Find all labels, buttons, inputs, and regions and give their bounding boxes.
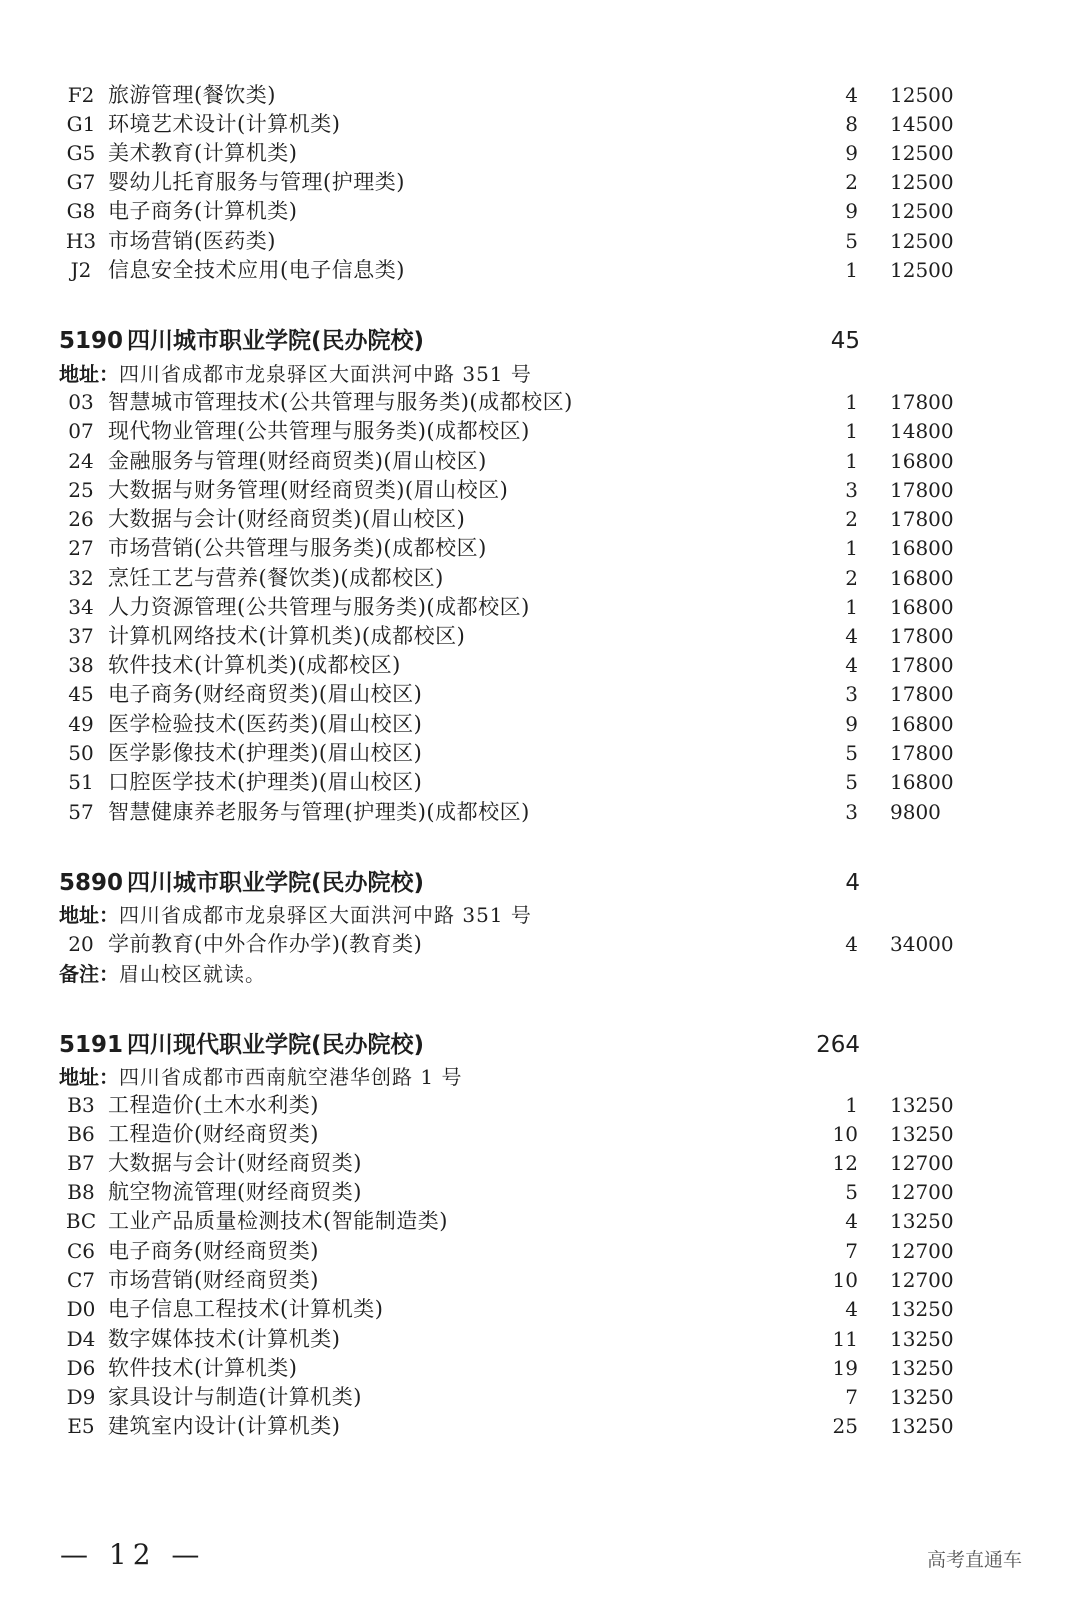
major-name: 电子商务(财经商贸类) xyxy=(108,1239,319,1263)
major-name: 数字媒体技术(计算机类) xyxy=(108,1327,341,1351)
note-label: 备注： xyxy=(59,962,119,986)
enrollment-count: 4 xyxy=(845,1297,858,1321)
enrollment-count: 2 xyxy=(845,507,858,531)
tuition-fee: 12500 xyxy=(890,170,954,194)
enrollment-count: 11 xyxy=(832,1327,858,1351)
tuition-fee: 17800 xyxy=(890,741,954,765)
tuition-fee: 34000 xyxy=(890,932,954,956)
enrollment-count: 3 xyxy=(845,800,858,824)
major-name: 医学检验技术(医药类)(眉山校区) xyxy=(108,712,423,736)
table-row xyxy=(0,504,1080,534)
table-row xyxy=(0,1177,1080,1207)
table-row xyxy=(0,1411,1080,1441)
enrollment-count: 9 xyxy=(845,199,858,223)
enrollment-count: 5 xyxy=(845,770,858,794)
table-row xyxy=(0,1206,1080,1236)
table-row xyxy=(0,563,1080,593)
address-label: 地址： xyxy=(59,903,119,927)
major-name: 旅游管理(餐饮类) xyxy=(108,83,276,107)
table-row xyxy=(0,679,1080,709)
table-row xyxy=(0,1090,1080,1120)
major-name: 建筑室内设计(计算机类) xyxy=(108,1414,341,1438)
major-code: BC xyxy=(65,1209,97,1233)
tuition-fee: 13250 xyxy=(890,1414,954,1438)
major-name: 环境艺术设计(计算机类) xyxy=(108,112,341,136)
enrollment-count: 5 xyxy=(845,1180,858,1204)
tuition-fee: 14800 xyxy=(890,419,954,443)
enrollment-count: 2 xyxy=(845,170,858,194)
major-code: 07 xyxy=(68,419,94,443)
enrollment-count: 9 xyxy=(845,141,858,165)
tuition-fee: 12500 xyxy=(890,199,954,223)
address-label: 地址： xyxy=(59,362,119,386)
school-header xyxy=(0,1028,1080,1062)
major-name: 智慧健康养老服务与管理(护理类)(成都校区) xyxy=(108,800,530,824)
tuition-fee: 17800 xyxy=(890,478,954,502)
table-row xyxy=(0,446,1080,476)
major-name: 金融服务与管理(财经商贸类)(眉山校区) xyxy=(108,449,487,473)
enrollment-count: 7 xyxy=(845,1239,858,1263)
major-name: 电子商务(财经商贸类)(眉山校区) xyxy=(108,682,423,706)
enrollment-count: 4 xyxy=(845,932,858,956)
major-code: D9 xyxy=(66,1385,96,1409)
major-name: 烹饪工艺与营养(餐饮类)(成都校区) xyxy=(108,566,444,590)
address-value: 四川省成都市龙泉驿区大面洪河中路 351 号 xyxy=(119,362,532,386)
major-name: 智慧城市管理技术(公共管理与服务类)(成都校区) xyxy=(108,390,573,414)
tuition-fee: 16800 xyxy=(890,566,954,590)
major-code: C7 xyxy=(66,1268,96,1292)
enrollment-count: 3 xyxy=(845,478,858,502)
major-name: 市场营销(财经商贸类) xyxy=(108,1268,319,1292)
school-note xyxy=(59,960,266,988)
tuition-fee: 16800 xyxy=(890,536,954,560)
tuition-fee: 13250 xyxy=(890,1122,954,1146)
enrollment-count: 3 xyxy=(845,682,858,706)
tuition-fee: 17800 xyxy=(890,682,954,706)
major-code: 57 xyxy=(68,800,94,824)
school-code: 5890 xyxy=(59,870,124,896)
table-row xyxy=(0,109,1080,139)
major-name: 电子信息工程技术(计算机类) xyxy=(108,1297,384,1321)
major-name: 工业产品质量检测技术(智能制造类) xyxy=(108,1209,448,1233)
table-row xyxy=(0,1382,1080,1412)
enrollment-count: 1 xyxy=(845,419,858,443)
table-row xyxy=(0,1294,1080,1324)
school-code: 5191 xyxy=(59,1032,124,1058)
major-name: 现代物业管理(公共管理与服务类)(成都校区) xyxy=(108,419,530,443)
major-code: 50 xyxy=(68,741,94,765)
major-code: B8 xyxy=(67,1180,95,1204)
school-header xyxy=(0,866,1080,900)
table-row xyxy=(0,1236,1080,1266)
table-row xyxy=(0,1324,1080,1354)
tuition-fee: 16800 xyxy=(890,770,954,794)
major-code: G8 xyxy=(66,199,96,223)
table-row xyxy=(0,255,1080,285)
enrollment-count: 10 xyxy=(832,1122,858,1146)
enrollment-count: 1 xyxy=(845,536,858,560)
school-address xyxy=(59,1063,462,1091)
table-row xyxy=(0,1119,1080,1149)
school-name: 四川城市职业学院(民办院校) xyxy=(127,870,425,896)
tuition-fee: 12700 xyxy=(890,1239,954,1263)
table-row xyxy=(0,416,1080,446)
tuition-fee: 16800 xyxy=(890,712,954,736)
tuition-fee: 17800 xyxy=(890,653,954,677)
major-name: 大数据与财务管理(财经商贸类)(眉山校区) xyxy=(108,478,509,502)
enrollment-count: 8 xyxy=(845,112,858,136)
school-address xyxy=(59,901,532,929)
enrollment-count: 4 xyxy=(845,83,858,107)
tuition-fee: 9800 xyxy=(890,800,941,824)
enrollment-count: 5 xyxy=(845,741,858,765)
tuition-fee: 17800 xyxy=(890,624,954,648)
school-code: 5190 xyxy=(59,328,124,354)
major-name: 口腔医学技术(护理类)(眉山校区) xyxy=(108,770,423,794)
tuition-fee: 12500 xyxy=(890,258,954,282)
enrollment-count: 2 xyxy=(845,566,858,590)
tuition-fee: 14500 xyxy=(890,112,954,136)
enrollment-count: 4 xyxy=(845,653,858,677)
tuition-fee: 16800 xyxy=(890,595,954,619)
major-code: E5 xyxy=(67,1414,95,1438)
address-label: 地址： xyxy=(59,1065,119,1089)
enrollment-count: 9 xyxy=(845,712,858,736)
table-row xyxy=(0,387,1080,417)
enrollment-count: 1 xyxy=(845,595,858,619)
tuition-fee: 13250 xyxy=(890,1327,954,1351)
tuition-fee: 12700 xyxy=(890,1151,954,1175)
school-address xyxy=(59,360,532,388)
school-name: 四川现代职业学院(民办院校) xyxy=(127,1032,425,1058)
major-code: D4 xyxy=(66,1327,96,1351)
table-row xyxy=(0,797,1080,827)
tuition-fee: 12500 xyxy=(890,229,954,253)
table-row xyxy=(0,167,1080,197)
page-number: — 12 — xyxy=(60,1538,206,1571)
table-row xyxy=(0,226,1080,256)
enrollment-count: 10 xyxy=(832,1268,858,1292)
major-code: 51 xyxy=(68,770,94,794)
major-code: 45 xyxy=(68,682,94,706)
enrollment-count: 25 xyxy=(832,1414,858,1438)
enrollment-count: 4 xyxy=(845,624,858,648)
table-row xyxy=(0,1265,1080,1295)
major-code: 32 xyxy=(68,566,94,590)
enrollment-count: 12 xyxy=(832,1151,858,1175)
enrollment-count: 5 xyxy=(845,229,858,253)
major-code: D0 xyxy=(66,1297,96,1321)
major-code: B3 xyxy=(67,1093,95,1117)
major-code: 24 xyxy=(68,449,94,473)
tuition-fee: 13250 xyxy=(890,1297,954,1321)
school-header xyxy=(0,324,1080,358)
table-row xyxy=(0,1148,1080,1178)
tuition-fee: 13250 xyxy=(890,1209,954,1233)
school-total: 45 xyxy=(830,328,860,354)
major-name: 市场营销(医药类) xyxy=(108,229,276,253)
major-code: C6 xyxy=(66,1239,96,1263)
tuition-fee: 12500 xyxy=(890,141,954,165)
major-code: 37 xyxy=(68,624,94,648)
tuition-fee: 13250 xyxy=(890,1093,954,1117)
tuition-fee: 13250 xyxy=(890,1356,954,1380)
major-name: 计算机网络技术(计算机类)(成都校区) xyxy=(108,624,466,648)
major-name: 工程造价(土木水利类) xyxy=(108,1093,319,1117)
enrollment-count: 19 xyxy=(832,1356,858,1380)
school-total: 264 xyxy=(816,1032,860,1058)
table-row xyxy=(0,767,1080,797)
table-row xyxy=(0,196,1080,226)
major-name: 工程造价(财经商贸类) xyxy=(108,1122,319,1146)
watermark-text: 高考直通车 xyxy=(926,1549,1022,1571)
major-code: G7 xyxy=(66,170,96,194)
major-name: 学前教育(中外合作办学)(教育类) xyxy=(108,932,423,956)
table-row xyxy=(0,138,1080,168)
major-code: D6 xyxy=(66,1356,96,1380)
table-row xyxy=(0,592,1080,622)
major-code: 25 xyxy=(68,478,94,502)
major-code: B7 xyxy=(67,1151,95,1175)
table-row xyxy=(0,1353,1080,1383)
major-code: J2 xyxy=(70,258,92,282)
major-name: 大数据与会计(财经商贸类) xyxy=(108,1151,362,1175)
tuition-fee: 13250 xyxy=(890,1385,954,1409)
major-code: G1 xyxy=(66,112,96,136)
major-name: 家具设计与制造(计算机类) xyxy=(108,1385,362,1409)
major-name: 电子商务(计算机类) xyxy=(108,199,298,223)
major-name: 软件技术(计算机类) xyxy=(108,1356,298,1380)
enrollment-count: 7 xyxy=(845,1385,858,1409)
table-row xyxy=(0,709,1080,739)
major-name: 市场营销(公共管理与服务类)(成都校区) xyxy=(108,536,487,560)
address-value: 四川省成都市龙泉驿区大面洪河中路 351 号 xyxy=(119,903,532,927)
major-code: H3 xyxy=(65,229,97,253)
major-code: 26 xyxy=(68,507,94,531)
table-row xyxy=(0,475,1080,505)
major-code: 49 xyxy=(68,712,94,736)
school-name: 四川城市职业学院(民办院校) xyxy=(127,328,425,354)
major-name: 医学影像技术(护理类)(眉山校区) xyxy=(108,741,423,765)
tuition-fee: 16800 xyxy=(890,449,954,473)
major-name: 大数据与会计(财经商贸类)(眉山校区) xyxy=(108,507,466,531)
table-row xyxy=(0,80,1080,110)
table-row xyxy=(0,738,1080,768)
major-code: 34 xyxy=(68,595,94,619)
major-code: B6 xyxy=(67,1122,95,1146)
tuition-fee: 17800 xyxy=(890,507,954,531)
major-name: 人力资源管理(公共管理与服务类)(成都校区) xyxy=(108,595,530,619)
note-value: 眉山校区就读。 xyxy=(119,962,266,986)
tuition-fee: 12700 xyxy=(890,1268,954,1292)
major-code: 20 xyxy=(68,932,94,956)
tuition-fee: 12700 xyxy=(890,1180,954,1204)
major-code: G5 xyxy=(66,141,96,165)
school-total: 4 xyxy=(845,870,860,896)
address-value: 四川省成都市西南航空港华创路 1 号 xyxy=(119,1065,463,1089)
enrollment-count: 1 xyxy=(845,449,858,473)
tuition-fee: 17800 xyxy=(890,390,954,414)
major-code: F2 xyxy=(67,83,95,107)
major-name: 航空物流管理(财经商贸类) xyxy=(108,1180,362,1204)
enrollment-count: 1 xyxy=(845,1093,858,1117)
major-name: 软件技术(计算机类)(成都校区) xyxy=(108,653,401,677)
enrollment-count: 4 xyxy=(845,1209,858,1233)
table-row xyxy=(0,650,1080,680)
major-name: 美术教育(计算机类) xyxy=(108,141,298,165)
table-row xyxy=(0,929,1080,959)
major-code: 03 xyxy=(68,390,94,414)
table-row xyxy=(0,621,1080,651)
tuition-fee: 12500 xyxy=(890,83,954,107)
major-name: 婴幼儿托育服务与管理(护理类) xyxy=(108,170,405,194)
major-name: 信息安全技术应用(电子信息类) xyxy=(108,258,405,282)
enrollment-count: 1 xyxy=(845,390,858,414)
major-code: 38 xyxy=(68,653,94,677)
major-code: 27 xyxy=(68,536,94,560)
table-row xyxy=(0,533,1080,563)
enrollment-count: 1 xyxy=(845,258,858,282)
